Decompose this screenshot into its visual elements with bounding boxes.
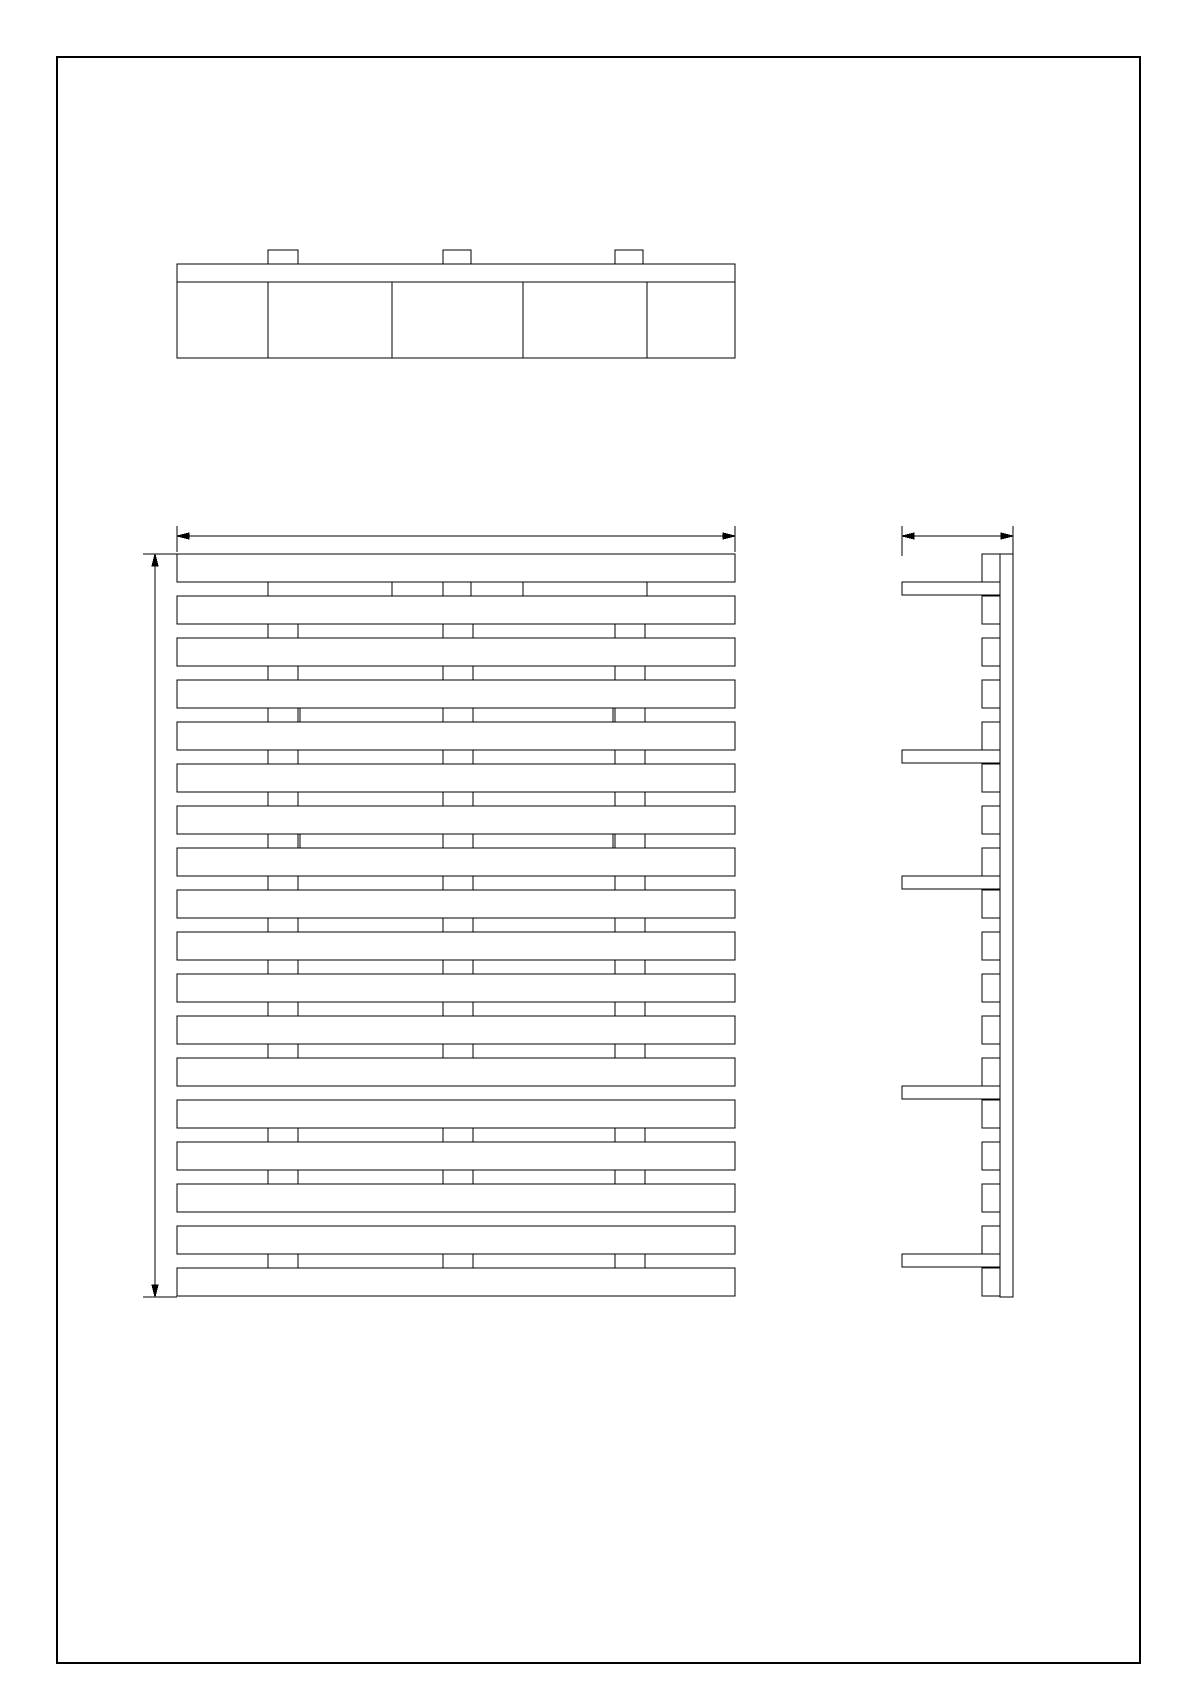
overall-width-dimension	[177, 526, 735, 552]
side-view-bracket	[902, 1254, 1000, 1267]
front-view-connector	[268, 624, 298, 638]
front-view-connector	[268, 918, 298, 932]
top-view-rail	[177, 264, 735, 282]
top-view-body	[177, 282, 735, 358]
front-view-connector	[443, 792, 473, 806]
front-view-bar	[177, 1184, 735, 1212]
front-view-bar	[177, 1100, 735, 1128]
front-view-connector	[615, 750, 645, 764]
front-view-connector	[268, 960, 298, 974]
front-view-connector	[615, 1002, 645, 1016]
arrowhead	[177, 533, 189, 539]
front-view-connector	[268, 1002, 298, 1016]
side-view-spacer-block	[982, 1016, 1000, 1044]
front-view-connector	[443, 876, 473, 890]
front-view-connector	[443, 750, 473, 764]
front-view-bar	[177, 764, 735, 792]
front-view-connector	[615, 1254, 645, 1268]
front-view-connector	[268, 1170, 298, 1184]
front-view-connector	[615, 834, 645, 848]
side-view-spacer-block	[982, 596, 1000, 624]
arrowhead	[152, 1285, 158, 1297]
front-view-bar	[177, 1142, 735, 1170]
front-view-bar	[177, 1226, 735, 1254]
front-view-bar	[177, 722, 735, 750]
front-view-connector	[268, 1254, 298, 1268]
front-view-long-brace	[523, 582, 647, 596]
front-view-connector	[615, 666, 645, 680]
front-view-long-brace	[268, 582, 392, 596]
front-view-connector	[443, 1254, 473, 1268]
front-view-connector	[443, 834, 473, 848]
front-view-connector	[615, 792, 645, 806]
depth-dimension	[902, 526, 1013, 556]
overall-height-dimension	[143, 554, 177, 1297]
front-view-connector	[268, 666, 298, 680]
front-view	[177, 554, 735, 1296]
side-view	[902, 554, 1013, 1297]
sheet-border	[57, 57, 1140, 1663]
front-view-connector	[443, 666, 473, 680]
side-view-spacer-block	[982, 638, 1000, 666]
side-view-spacer-block	[982, 1058, 1000, 1086]
side-view-spacer-block	[982, 806, 1000, 834]
arrowhead	[152, 554, 158, 566]
side-view-spacer-block	[982, 554, 1000, 582]
front-view-bar	[177, 1058, 735, 1086]
front-view-bar	[177, 890, 735, 918]
front-view-connector	[268, 876, 298, 890]
front-view-connector	[615, 708, 645, 722]
side-view-spacer-block	[982, 890, 1000, 918]
side-view-spacer-block	[982, 1268, 1000, 1296]
arrowhead	[1001, 533, 1013, 539]
front-view-connector	[615, 1170, 645, 1184]
front-view-connector	[443, 1170, 473, 1184]
dimensions	[143, 526, 1013, 1297]
arrowhead	[902, 533, 914, 539]
side-view-spacer-block	[982, 680, 1000, 708]
front-view-connector	[443, 582, 471, 596]
front-view-bar	[177, 554, 735, 582]
front-view-bar	[177, 806, 735, 834]
front-view-bar	[177, 974, 735, 1002]
side-view-wall-plate	[1000, 554, 1013, 1297]
front-view-connector	[443, 960, 473, 974]
front-view-connector	[268, 708, 298, 722]
front-view-bar	[177, 932, 735, 960]
side-view-spacer-block	[982, 722, 1000, 750]
front-view-bar	[177, 638, 735, 666]
side-view-spacer-block	[982, 932, 1000, 960]
front-view-connector	[443, 1128, 473, 1142]
front-view-bar	[177, 848, 735, 876]
front-view-connector	[443, 1002, 473, 1016]
side-view-bracket	[902, 750, 1000, 763]
side-view-bracket	[902, 582, 1000, 595]
front-view-connector	[615, 1128, 645, 1142]
front-view-connector	[615, 960, 645, 974]
side-view-spacer-block	[982, 1184, 1000, 1212]
front-view-bar	[177, 680, 735, 708]
front-view-bar	[177, 1268, 735, 1296]
side-view-bracket	[902, 1086, 1000, 1099]
front-view-connector	[443, 708, 473, 722]
front-view-connector	[268, 792, 298, 806]
arrowhead	[723, 533, 735, 539]
front-view-connector	[615, 918, 645, 932]
front-view-connector	[443, 918, 473, 932]
front-view-connector	[268, 1128, 298, 1142]
front-view-connector	[443, 624, 473, 638]
top-view-tab	[268, 250, 298, 264]
side-view-spacer-block	[982, 1142, 1000, 1170]
front-view-connector	[268, 750, 298, 764]
side-view-spacer-block	[982, 764, 1000, 792]
front-view-bar	[177, 596, 735, 624]
top-view-tab	[615, 250, 643, 264]
front-view-connector	[268, 834, 298, 848]
front-view-connector	[615, 876, 645, 890]
top-view-tab	[443, 250, 471, 264]
side-view-spacer-block	[982, 1226, 1000, 1254]
front-view-bar	[177, 1016, 735, 1044]
side-view-spacer-block	[982, 848, 1000, 876]
side-view-spacer-block	[982, 974, 1000, 1002]
side-view-spacer-block	[982, 1100, 1000, 1128]
front-view-connector	[443, 1044, 473, 1058]
side-view-bracket	[902, 876, 1000, 889]
front-view-connector	[615, 624, 645, 638]
front-view-connector	[615, 1044, 645, 1058]
top-view	[177, 250, 735, 358]
front-view-connector	[268, 1044, 298, 1058]
